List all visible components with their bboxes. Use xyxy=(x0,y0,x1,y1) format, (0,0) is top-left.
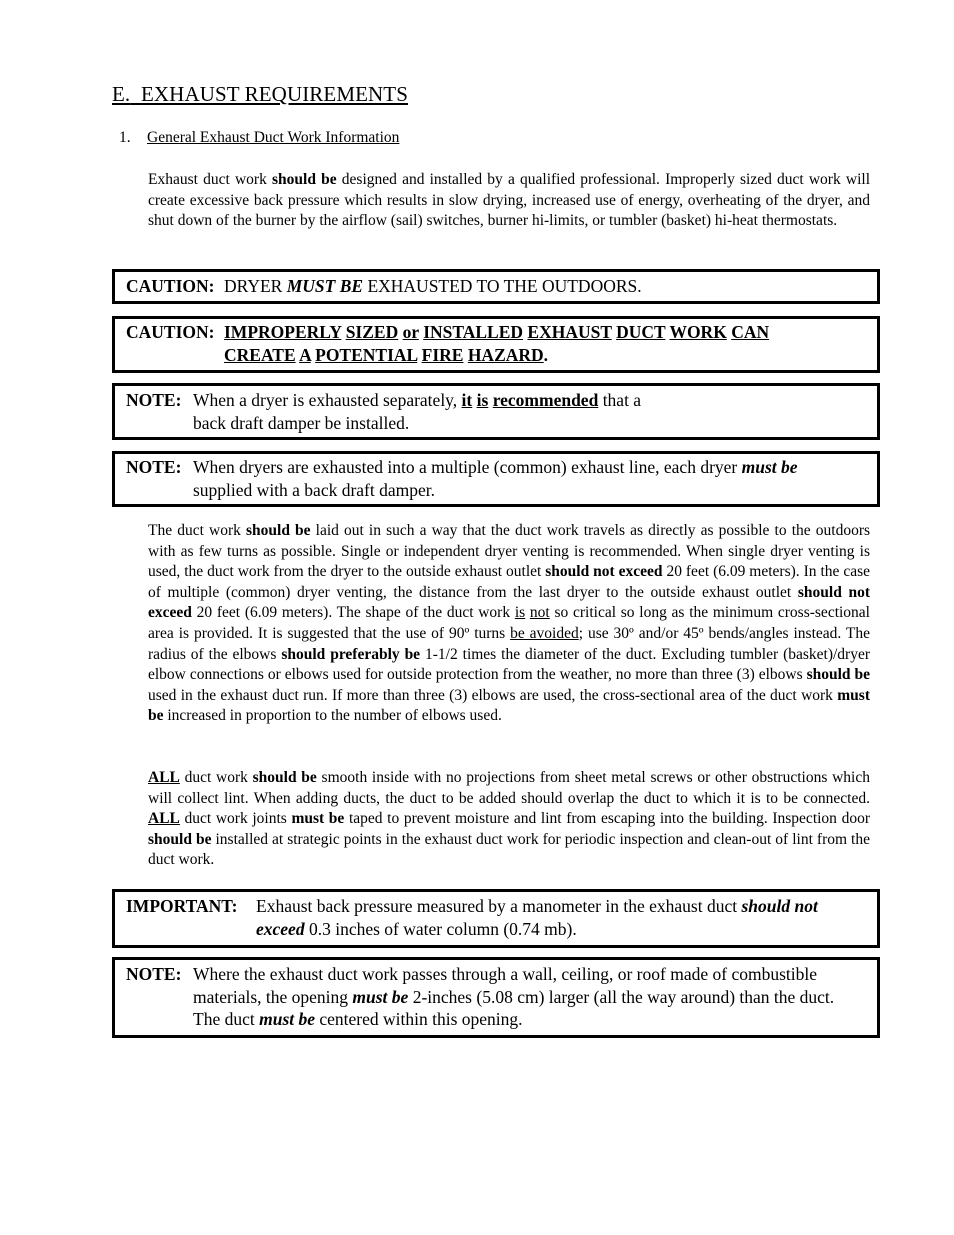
emphasis: should be xyxy=(148,830,212,848)
emphasis: recommended xyxy=(492,390,599,410)
text: Where the exhaust duct work passes through a wall, ceiling, or roof made of combustible materials, the opening xyxy=(193,964,817,1007)
text: supplied with a back draft damper. xyxy=(193,479,436,500)
emphasis: it xyxy=(461,390,473,410)
word: EXHAUST xyxy=(527,322,612,342)
text: ; use 30º and/or 45º bends/angles instead. The radius of the elbows xyxy=(148,624,871,663)
caution-label: CAUTION: xyxy=(126,276,215,296)
smooth-duct-paragraph xyxy=(148,768,870,871)
text: that a back draft damper be installed. xyxy=(193,390,642,433)
word: POTENTIAL xyxy=(315,344,418,365)
text: used in the exhaust duct run. If more than three (3) elbows are used, the cross-sectional area of the duct work xyxy=(148,686,838,704)
note-text xyxy=(193,389,877,434)
text: . xyxy=(543,344,549,365)
text: so critical so long as the minimum cross-sectional area is provided. It is suggested that the use of 90º turns xyxy=(148,604,870,642)
word: A xyxy=(299,344,311,365)
note-label: NOTE: xyxy=(126,390,182,410)
text: When a dryer is exhausted separately, xyxy=(193,390,462,410)
emphasis: should not exceed xyxy=(545,563,663,581)
text: 20 feet (6.09 meters). In the case of multiple (common) dryer venting, the distance from the last dryer to the outside exhaust outlet xyxy=(148,563,870,601)
important-label: IMPORTANT: xyxy=(126,896,238,916)
text: The duct work xyxy=(148,522,246,539)
emphasis: ALL xyxy=(148,810,180,828)
emphasis: should be xyxy=(272,171,337,188)
word: IMPROPERLY xyxy=(224,322,342,342)
text: Exhaust duct work xyxy=(148,171,272,188)
text: EXHAUSTED TO THE OUTDOORS. xyxy=(363,276,642,296)
emphasis: be avoided xyxy=(510,624,579,642)
emphasis: must be xyxy=(259,1009,316,1029)
caution-text xyxy=(224,321,877,366)
note-label: NOTE: xyxy=(126,964,182,984)
section-letter: E. xyxy=(112,82,131,106)
emphasis: must be xyxy=(741,457,798,477)
section-heading xyxy=(112,82,408,107)
emphasis: ALL xyxy=(148,769,180,786)
text: duct work xyxy=(179,769,253,786)
emphasis: is xyxy=(476,390,489,410)
word: FIRE xyxy=(421,344,464,365)
text: 2-inches (5.08 cm) larger (all the way around) than the duct. The duct xyxy=(193,986,835,1029)
text: 0.3 inches of water column (0.74 mb). xyxy=(304,918,577,939)
emphasis: is xyxy=(514,604,526,622)
subsection-number: 1. xyxy=(119,129,131,146)
text: Exhaust back pressure measured by a manometer in the exhaust duct xyxy=(256,896,742,916)
text: designed and installed by a qualified professional. Improperly sized duct work will create excessive back pressure which results in slow drying, increased use of energy, overheating of the dryer, and shut down of the burner by the airflow (sail) switches, burner hi-limits, or tumbler (basket) hi-heat thermostats. xyxy=(148,171,871,230)
text: taped to prevent moisture and lint from escaping into the building. Inspection door xyxy=(344,810,870,828)
emphasis: not xyxy=(529,604,550,622)
emphasis: MUST BE xyxy=(286,276,364,296)
text: increased in proportion to the number of elbows used. xyxy=(163,707,502,725)
intro-paragraph xyxy=(148,170,870,232)
text: laid out in such a way that the duct work travels as directly as possible to the outdoors with as few turns as possible. Single or independent dryer venting is recommended. When single dryer venting is used, the duct work from the dryer to the outside exhaust outlet xyxy=(148,522,871,581)
word: CAN xyxy=(731,322,770,342)
subsection-title: General Exhaust Duct Work Information xyxy=(147,129,400,146)
word: WORK xyxy=(669,322,727,342)
duct-layout-paragraph xyxy=(148,521,870,727)
text: 1-1/2 times the diameter of the duct. Excluding tumbler (basket)/dryer elbow connections or elbows used for outside protection from the weather, no more than three (3) elbows xyxy=(148,645,871,684)
caution-box-fire-hazard xyxy=(112,316,880,373)
emphasis: should be xyxy=(245,522,311,539)
emphasis: must be xyxy=(148,686,870,725)
caution-label: CAUTION: xyxy=(126,322,215,342)
subsection-heading xyxy=(119,129,399,147)
text: duct work joints xyxy=(179,810,292,828)
word: SIZED xyxy=(345,322,399,342)
section-title: EXHAUST REQUIREMENTS xyxy=(140,82,409,106)
text: centered within this opening. xyxy=(315,1009,523,1029)
emphasis: should not exceed xyxy=(256,896,818,939)
caution-text xyxy=(224,275,877,298)
emphasis: should not exceed xyxy=(148,583,870,622)
important-text xyxy=(256,895,877,940)
word: or xyxy=(402,322,419,342)
note-text xyxy=(193,963,877,1031)
emphasis: should be xyxy=(806,666,871,684)
emphasis: should preferably be xyxy=(281,645,421,663)
emphasis: must be xyxy=(352,986,409,1007)
note-box-common-exhaust xyxy=(112,451,880,507)
word: INSTALLED xyxy=(423,322,524,342)
note-box-back-draft-damper xyxy=(112,383,880,440)
important-box-back-pressure xyxy=(112,889,880,948)
word: HAZARD xyxy=(467,344,544,365)
note-label: NOTE: xyxy=(126,457,182,477)
emphasis: should be xyxy=(252,769,317,786)
caution-box-exhaust-outdoors xyxy=(112,269,880,304)
emphasis: must be xyxy=(291,810,345,828)
word: CREATE xyxy=(224,344,296,365)
text: installed at strategic points in the exhaust duct work for periodic inspection and clean-out of lint from the duct work. xyxy=(148,830,870,869)
text: When dryers are exhausted into a multiple (common) exhaust line, each dryer xyxy=(193,457,742,477)
text: DRYER xyxy=(224,276,287,296)
word: DUCT xyxy=(616,322,666,342)
text: smooth inside with no projections from sheet metal screws or other obstructions which will collect lint. When adding ducts, the duct to be added should overlap the duct to which it is to be connected. xyxy=(148,769,870,807)
text: 20 feet (6.09 meters). The shape of the duct work xyxy=(191,604,515,622)
note-text xyxy=(193,456,877,501)
note-box-combustible-opening xyxy=(112,957,880,1038)
